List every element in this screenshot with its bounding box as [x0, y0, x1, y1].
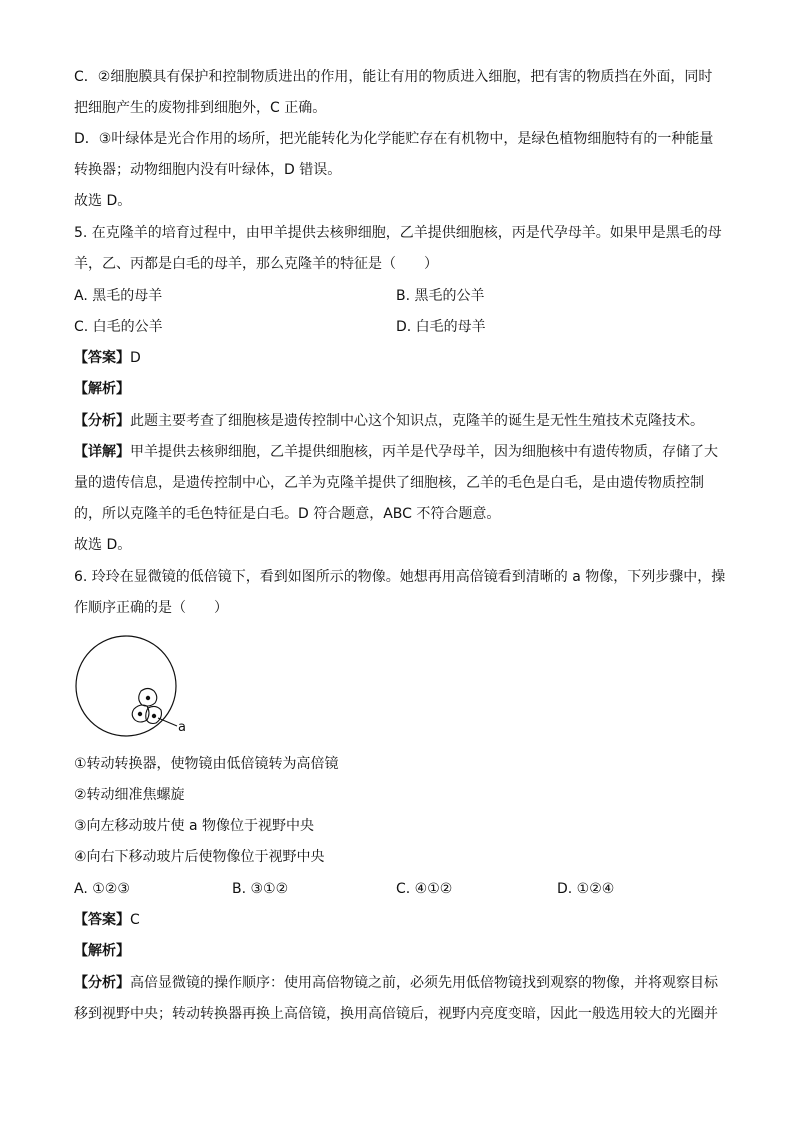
q6-fenxi [74, 973, 718, 993]
q6-step-2: ②转动细准焦螺旋 [74, 787, 185, 803]
text-line: 故选 D。 [74, 193, 132, 209]
q5-option-d: D. 白毛的母羊 [396, 319, 486, 335]
xiangjie-tag: 【详解】 [74, 444, 130, 460]
answer-value: D [130, 350, 141, 366]
q6-step-1: ①转动转换器，使物镜由低倍镜转为高倍镜 [74, 756, 339, 772]
q6-analysis-tag [74, 941, 130, 961]
text-line: 把细胞产生的废物排到细胞外，C 正确。 [74, 100, 327, 116]
text-line: 量的遗传信息，是遗传控制中心，乙羊为克隆羊提供了细胞核，乙羊的毛色是白毛，是由遗传物质控制 [74, 475, 704, 491]
q5-conclusion: 故选 D。 [74, 537, 132, 553]
q6-step-4: ④向右下移动玻片后使物像位于视野中央 [74, 849, 325, 865]
q6-option-b: B. ③①② [232, 881, 289, 897]
q5-analysis-tag [74, 379, 130, 399]
figure-label-a: a [178, 720, 186, 735]
q6-option-d: D. ①②④ [557, 881, 615, 897]
answer-tag: 【答案】 [74, 350, 130, 366]
analysis-tag: 【解析】 [74, 943, 130, 959]
microscope-field-figure [70, 630, 200, 745]
fenxi-tag: 【分析】 [74, 975, 130, 991]
answer-tag: 【答案】 [74, 912, 130, 928]
field-of-view-circle [76, 636, 176, 736]
answer-value: C [130, 912, 140, 928]
nucleus-top [146, 696, 150, 700]
text-line: C．②细胞膜具有保护和控制物质进出的作用，能让有用的物质进入细胞，把有害的物质挡在外面，同时 [74, 69, 713, 85]
q5-option-c: C. 白毛的公羊 [74, 319, 163, 335]
text-line: D．③叶绿体是光合作用的场所，把光能转化为化学能贮存在有机物中，是绿色植物细胞特有的一种能量 [74, 131, 714, 147]
question-6-stem: 6. 玲玲在显微镜的低倍镜下，看到如图所示的物像。她想再用高倍镜看到清晰的 a 物像，下列步骤中，操 [74, 569, 726, 585]
q5-answer [74, 348, 141, 368]
question-6-stem: 作顺序正确的是（ ） [74, 600, 228, 616]
q6-option-a: A. ①②③ [74, 881, 130, 897]
text-line: 移到视野中央；转动转换器再换上高倍镜，换用高倍镜后，视野内亮度变暗，因此一般选用较大的光圈并 [74, 1006, 718, 1022]
q6-step-3: ③向左移动玻片使 a 物像位于视野中央 [74, 818, 315, 834]
q6-option-c: C. ④①② [396, 881, 453, 897]
q5-option-b: B. 黑毛的公羊 [396, 288, 485, 304]
q5-option-a: A. 黑毛的母羊 [74, 288, 163, 304]
fenxi-tag: 【分析】 [74, 413, 130, 429]
analysis-tag: 【解析】 [74, 381, 130, 397]
cell-cluster [132, 689, 161, 724]
text-line: 的，所以克隆羊的毛色特征是白毛。D 符合题意，ABC 不符合题意。 [74, 506, 501, 522]
nucleus-left [138, 712, 142, 716]
xiangjie-text: 甲羊提供去核卵细胞，乙羊提供细胞核，丙羊是代孕母羊，因为细胞核中有遗传物质，存储了大 [130, 444, 718, 460]
q5-xiangjie [74, 442, 718, 462]
q5-fenxi [74, 411, 704, 431]
q6-answer [74, 910, 140, 930]
text-line: 转换器；动物细胞内没有叶绿体，D 错误。 [74, 162, 342, 178]
question-5-stem: 羊，乙、丙都是白毛的母羊，那么克隆羊的特征是（ ） [74, 256, 438, 272]
question-5-stem: 5. 在克隆羊的培育过程中，由甲羊提供去核卵细胞，乙羊提供细胞核，丙是代孕母羊。如果甲是黑毛的母 [74, 225, 722, 241]
fenxi-text: 高倍显微镜的操作顺序：使用高倍物镜之前，必须先用低倍物镜找到观察的物像，并将观察目标 [130, 975, 718, 991]
fenxi-text: 此题主要考查了细胞核是遗传控制中心这个知识点，克隆羊的诞生是无性生殖技术克隆技术。 [130, 413, 704, 429]
nucleus-right [152, 714, 156, 718]
